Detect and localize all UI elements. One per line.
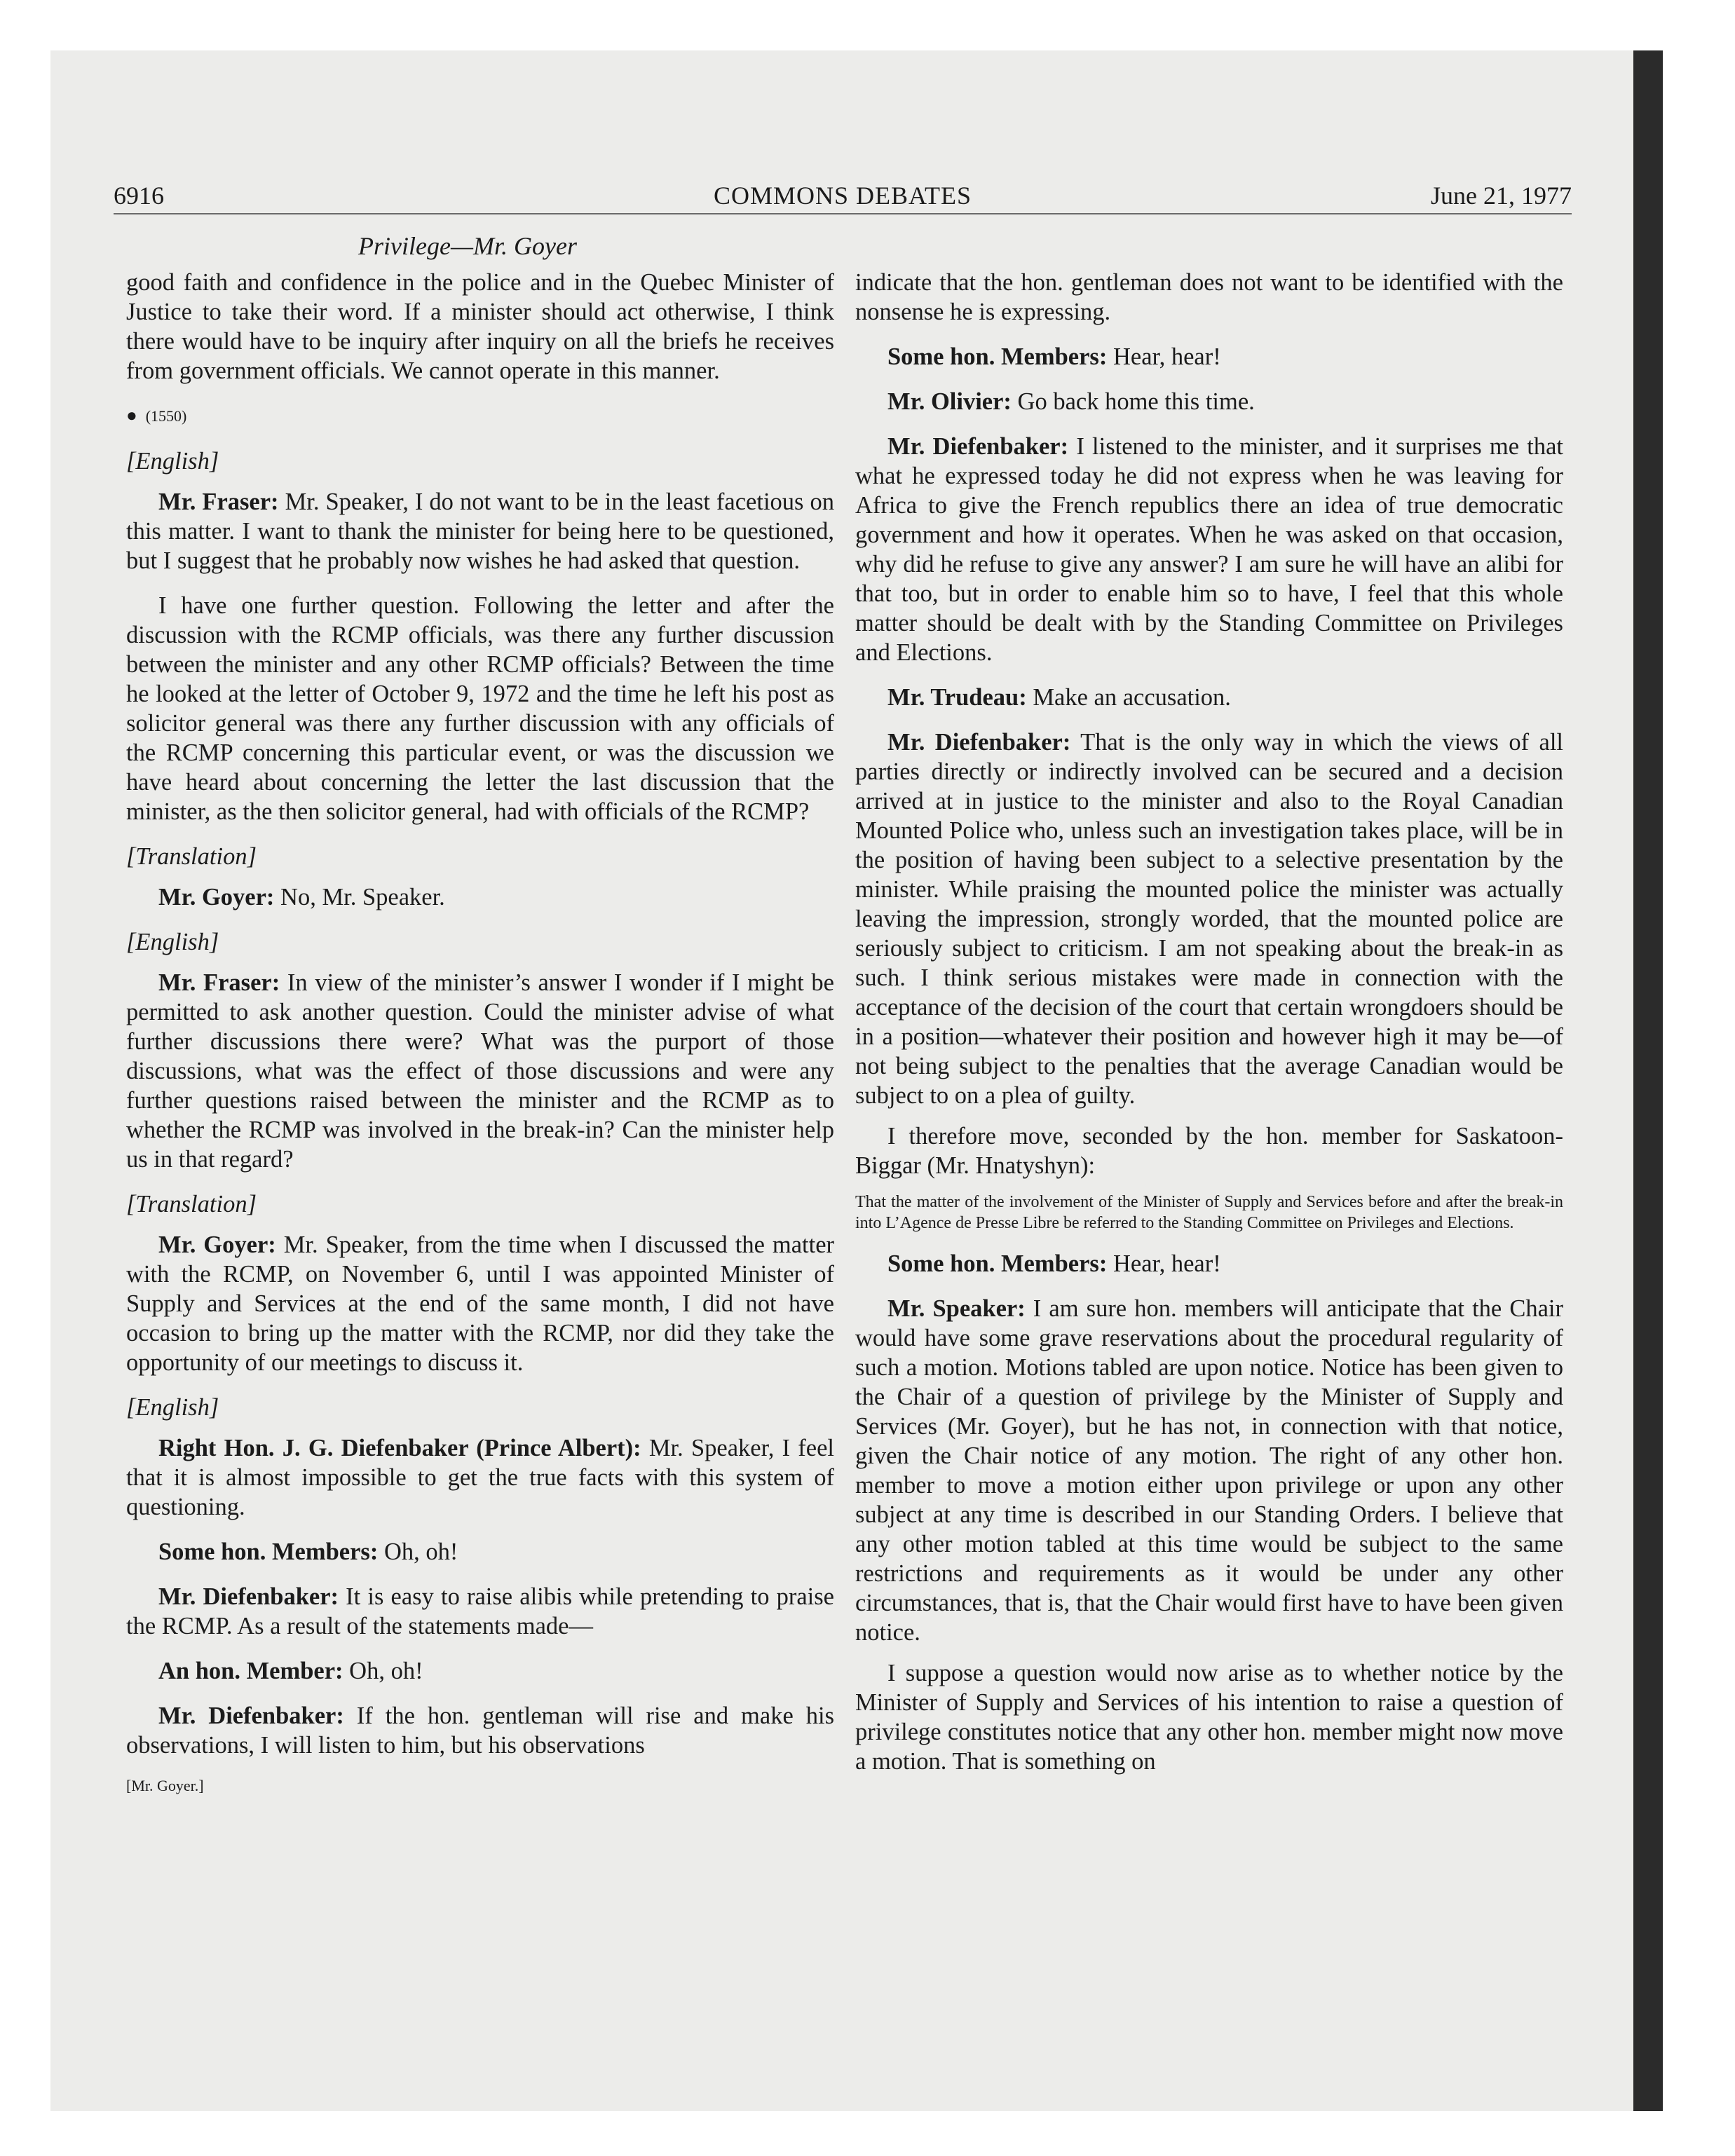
speech-text: I am sure hon. members will anticipate that the Chair would have some grave reservations about the procedural regularity of such a motion. Motions tabled are upon notice. Notice has been given to the Chair of a question of privilege by the Minister of Supply and Services (Mr. Goyer), but he has not, in connection with that notice, given the Chair notice of any motion. The right of any other hon. member to move a motion either upon privilege or upon any other subject at any time is described in our Standing Orders. I believe that any other motion tabled at this time would be subject to the same restrictions and requirements as it would be under any other circumstances, that is, that the Chair would first have to have been given notice. xyxy=(855,1295,1563,1646)
speech xyxy=(855,342,1563,371)
speech xyxy=(855,1294,1563,1647)
speaker-name: Mr. Diefenbaker: xyxy=(887,433,1069,460)
speech-text: Oh, oh! xyxy=(343,1658,423,1684)
speech xyxy=(855,683,1563,712)
speaker-name: Mr. Fraser: xyxy=(158,489,279,515)
speech xyxy=(126,1656,834,1686)
speaker-name: Mr. Olivier: xyxy=(887,388,1012,415)
motion-text: That the matter of the involvement of the Minister of Supply and Services before and after the break-in into L’Agence de Presse Libre be referred to the Standing Committee on Privileges and Elections. xyxy=(855,1193,1563,1232)
speaker-name: Mr. Fraser: xyxy=(158,969,280,996)
speech-text: Mr. Speaker, I feel that it is almost impossible to get the true facts with this system of questioning. xyxy=(126,1435,834,1520)
page-number: 6916 xyxy=(114,182,164,210)
language-tag: [Translation] xyxy=(126,843,257,870)
page-header xyxy=(114,178,1572,214)
footer-note: [Mr. Goyer.] xyxy=(126,1777,204,1794)
paragraph: good faith and confidence in the police and in the Quebec Minister of Justice to take their word. If a minister should act otherwise, I think there would have to be inquiry after inquiry on all the briefs he receives from government officials. We cannot operate in this manner. xyxy=(126,269,834,384)
speech-text: Mr. Speaker, from the time when I discussed the matter with the RCMP, on November 6, until I was appointed Minister of Supply and Services at the end of the same month, I did not have occasion to bring up the matter with the RCMP, nor did they take the opportunity of our meetings to discuss it. xyxy=(126,1231,834,1376)
speech-text: Make an accusation. xyxy=(1026,684,1231,711)
speech xyxy=(126,882,834,912)
time-marker-text: (1550) xyxy=(145,407,187,425)
speech xyxy=(126,487,834,575)
speaker-name: An hon. Member: xyxy=(158,1658,343,1684)
speaker-name: Mr. Diefenbaker: xyxy=(158,1703,344,1729)
speech-text: Oh, oh! xyxy=(378,1538,458,1565)
speech-text: Hear, hear! xyxy=(1107,343,1221,370)
speech xyxy=(855,387,1563,416)
speaker-name: Right Hon. J. G. Diefenbaker (Prince Albert): xyxy=(158,1435,641,1461)
language-tag: [English] xyxy=(126,929,219,955)
speaker-name: Mr. Diefenbaker: xyxy=(887,729,1071,756)
speech-text: It is easy to raise alibis while pretending to praise the RCMP. As a result of the statements made— xyxy=(126,1583,834,1639)
speaker-name: Mr. Trudeau: xyxy=(887,684,1027,711)
speaker-name: Mr. Goyer: xyxy=(158,1231,276,1258)
speech xyxy=(126,1433,834,1522)
speech-text: Mr. Speaker, I do not want to be in the least facetious on this matter. I want to thank the minister for being here to be questioned, but I suggest that he probably now wishes he had asked that question. xyxy=(126,489,834,574)
speaker-name: Mr. Diefenbaker: xyxy=(158,1583,339,1610)
language-tag: [English] xyxy=(126,1394,219,1421)
speech xyxy=(855,728,1563,1110)
speaker-name: Some hon. Members: xyxy=(887,343,1108,370)
scan-edge xyxy=(1633,50,1663,2111)
paragraph: I suppose a question would now arise as to whether notice by the Minister of Supply and Services of his intention to raise a question of privilege constitutes notice that any other hon. member might now move a motion. That is something on xyxy=(855,1660,1563,1775)
bullet-icon: ● xyxy=(126,405,137,425)
speech-text: If the hon. gentleman will rise and make his observations, I will listen to him, but his observations xyxy=(126,1703,834,1759)
paragraph: indicate that the hon. gentleman does not want to be identified with the nonsense he is expressing. xyxy=(855,269,1563,325)
speech xyxy=(126,1537,834,1567)
right-column xyxy=(855,268,1563,1792)
time-marker xyxy=(126,401,834,431)
language-tag: [English] xyxy=(126,448,219,475)
speech-text: In view of the minister’s answer I wonder if I might be permitted to ask another question. Could the minister advise of what further discussions there were? What was the purport of those discussions, what was the effect of those discussions and were any further questions raised between the minister and the RCMP as to whether the RCMP was involved in the break-in? Can the minister help us in that regard? xyxy=(126,969,834,1173)
speech xyxy=(126,1582,834,1641)
publication-title: COMMONS DEBATES xyxy=(713,182,972,210)
speech-text: Go back home this time. xyxy=(1011,388,1255,415)
section-subheading: Privilege—Mr. Goyer xyxy=(358,232,577,260)
left-column xyxy=(126,268,834,1801)
speech-text: I listened to the minister, and it surprises me that what he expressed today he did not express when he was leaving for Africa to give the French republics there an idea of true democratic government and how it operates. When he was asked on that occasion, why did he refuse to give any answer? I am sure he will have an alibi for that too, but in order to enable him so to have, I feel that this whole matter should be dealt with by the Standing Committee on Privileges and Elections. xyxy=(855,433,1564,666)
speech xyxy=(855,1249,1563,1278)
language-tag: [Translation] xyxy=(126,1191,257,1217)
speech-text: That is the only way in which the views of all parties directly or indirectly involved can be secured and a decision arrived at in justice to the minister and also to the Royal Canadian Mounted Police who, unless such an investigation takes place, will be in the position of having been subject to a selective presentation by the minister. While praising the mounted police the minister was actually leaving the impression, strongly worded, that the mounted police are seriously subject to criticism. I am not speaking about the break-in as such. I think serious mistakes were made in connection with the acceptance of the decision of the court that certain wrongdoers should be in a position—whatever their position and however high it may be—of not being subject to the penalties that the average Canadian would be subject to on a plea of guilty. xyxy=(855,729,1564,1109)
paragraph: I have one further question. Following the letter and after the discussion with the RCMP officials, was there any further discussion between the minister and any other RCMP officials? Between the time he looked at the letter of October 9, 1972 and the time he left his post as solicitor general was there any further discussion with any officials of the RCMP concerning this particular event, or was the discussion we have heard about concerning the letter the last discussion that the minister, as the then solicitor general, had with officials of the RCMP? xyxy=(126,592,834,825)
speaker-name: Mr. Goyer: xyxy=(158,884,275,910)
speech xyxy=(126,1701,834,1760)
speech xyxy=(126,968,834,1174)
speech xyxy=(855,432,1563,667)
speaker-name: Some hon. Members: xyxy=(158,1538,379,1565)
speaker-name: Mr. Speaker: xyxy=(887,1295,1026,1322)
paragraph: I therefore move, seconded by the hon. member for Saskatoon-Biggar (Mr. Hnatyshyn): xyxy=(855,1123,1563,1179)
page-date: June 21, 1977 xyxy=(1431,182,1572,210)
speech-text: Hear, hear! xyxy=(1107,1250,1221,1277)
speech-text: No, Mr. Speaker. xyxy=(274,884,445,910)
speech xyxy=(126,1230,834,1377)
speaker-name: Some hon. Members: xyxy=(887,1250,1108,1277)
